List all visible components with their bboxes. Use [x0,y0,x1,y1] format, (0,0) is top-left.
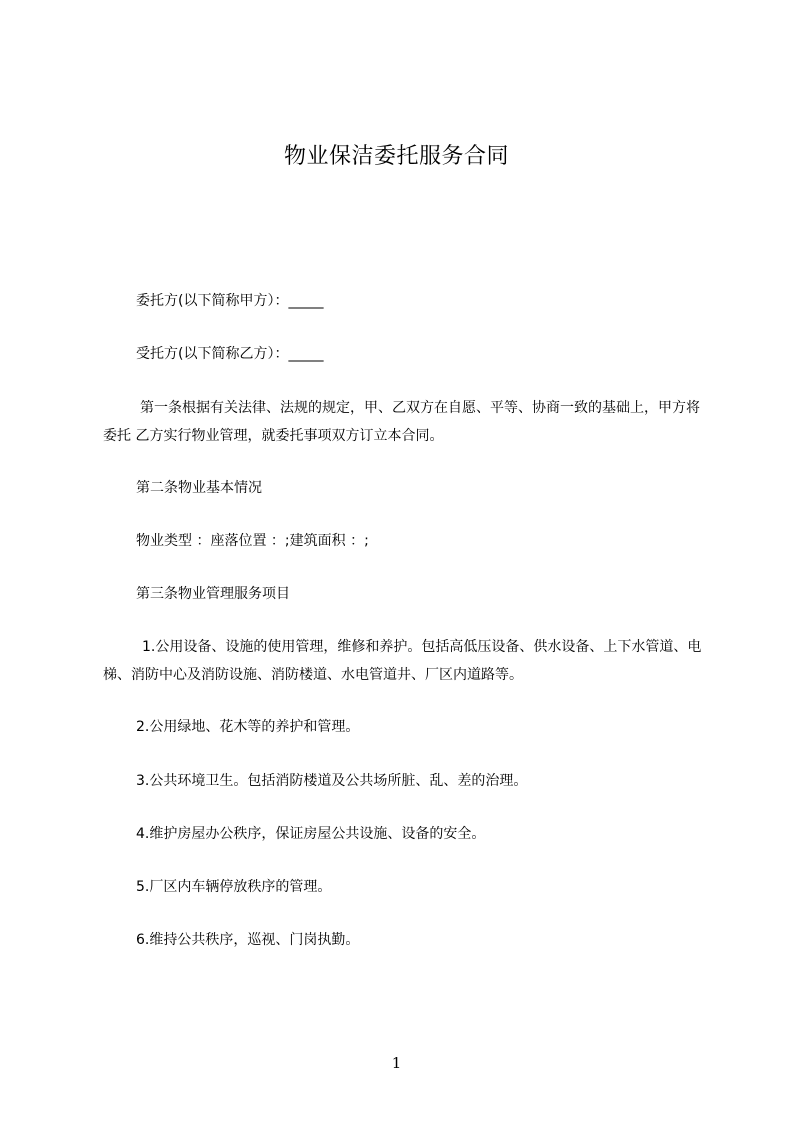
paragraph-article-1: 第一条根据有关法律、法规的规定，甲、乙双方在自愿、平等、协商一致的基础上，甲方将委托 乙方实行物业管理，就委托事项双方订立本合同。 [103,400,700,444]
paragraph-item-5: 5.厂区内车辆停放秩序的管理。 [136,879,332,895]
paragraph-item-2: 2.公用绿地、花木等的养护和管理。 [136,719,360,735]
paragraph-item-6: 6.维持公共秩序，巡视、门岗执勤。 [136,932,360,948]
paragraph-article-2: 第二条物业基本情况 [136,480,262,496]
paragraph-item-3: 3.公共环境卫生。包括消防楼道及公共场所脏、乱、差的治理。 [136,773,528,789]
document-title: 物业保洁委托服务合同 [283,144,509,169]
paragraph-property-info: 物业类型 ：座落位置 ：;建筑面积 ：; [136,533,369,549]
page-number: 1 [391,1054,402,1072]
paragraph-party-b: 受托方(以下简称乙方）：_____ [136,346,324,362]
paragraph-item-1: 1.公用设备、设施的使用管理，维修和养护。包括高低压设备、供水设备、上下水管道、电梯、消防中心及消防设施、消防楼道、水电管道井、厂区内道路等。 [103,639,702,683]
paragraph-item-4: 4.维护房屋办公秩序，保证房屋公共设施、设备的安全。 [136,826,486,842]
paragraph-article-3: 第三条物业管理服务项目 [136,586,290,602]
paragraph-party-a: 委托方(以下简称甲方）：_____ [136,293,324,309]
